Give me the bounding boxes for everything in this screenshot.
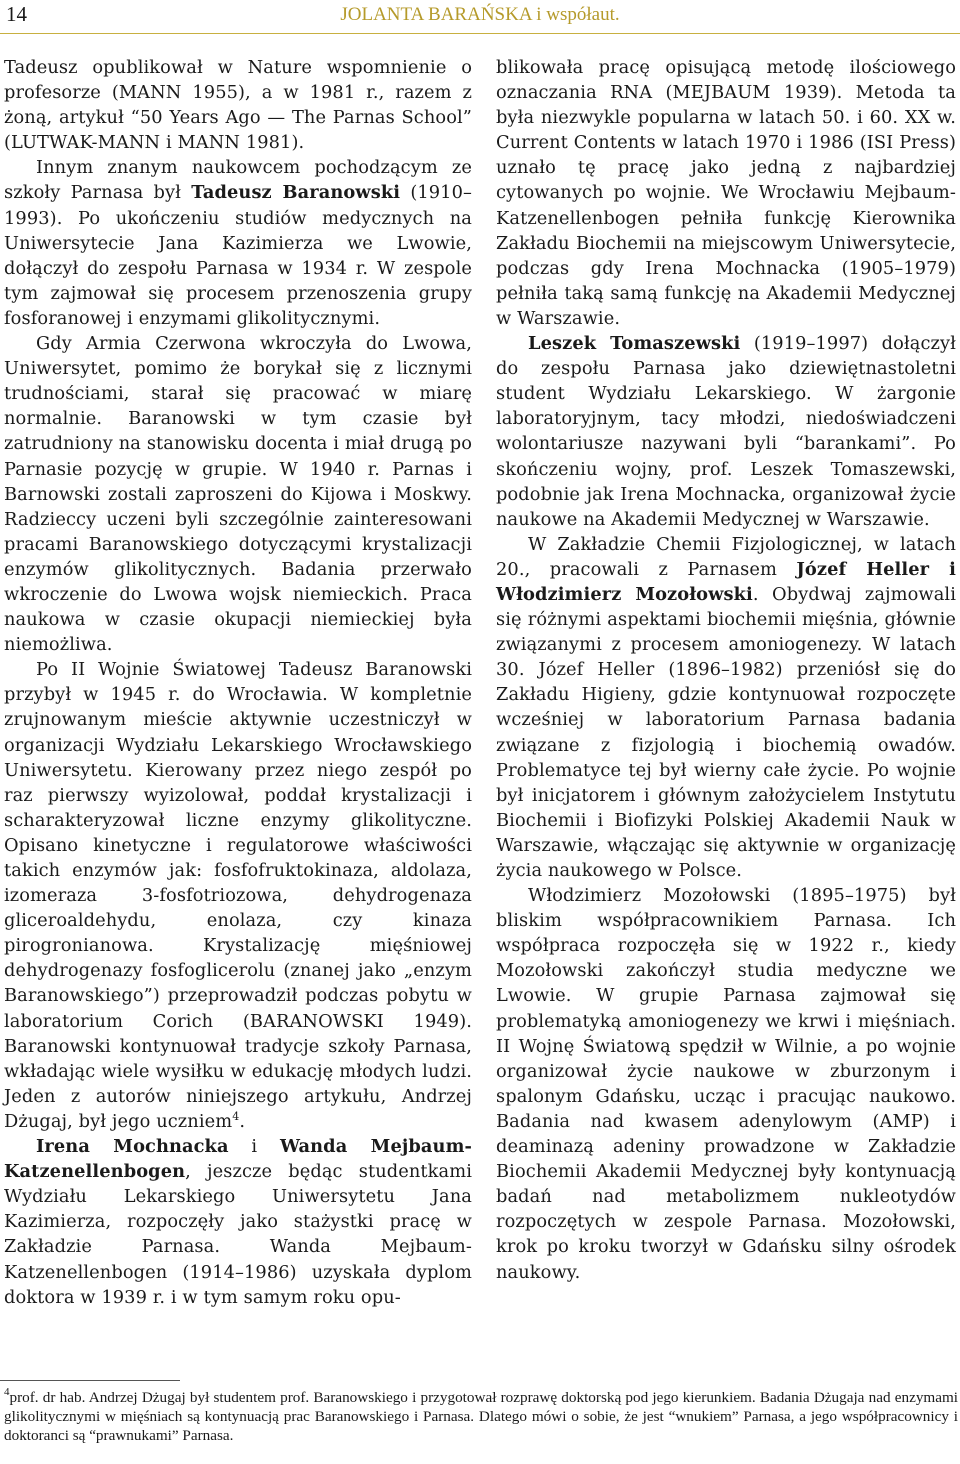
- paragraph-text: (1919–1997) dołączył do zespołu Parnasa jako dziewiętnastoletni student Wydziału Lekarskiego. W żargonie laboratoryjnym, tacy młodzi, niedoświadczeni wolontariusze nazywani byli “barankami”. Po skończeniu wojny, prof. Leszek Tomaszewski, podobnie jak Irena Mochnacka, organizował życie naukowe na Akademii Medycznej w Warszawie.: [496, 333, 956, 530]
- person-name: Irena Mochnacka: [36, 1136, 229, 1158]
- paragraph: Tadeusz opublikował w Nature wspomnienie o profesorze (MANN 1955), a w 1981 r., razem z żoną, artykuł “50 Years Ago — The Parnas School” (LUTWAK-MANN i MANN 1981).: [4, 57, 472, 154]
- paragraph-text: Innym znanym naukowcem pochodzącym ze szkoły Parnasa był: [4, 157, 472, 204]
- paragraph: [496, 331, 956, 532]
- running-head: JOLANTA BARAŃSKA i współaut.: [340, 4, 620, 25]
- person-name: Józef Heller i Włodzimierz Mozołowski: [496, 558, 956, 605]
- paragraph: Gdy Armia Czerwona wkroczyła do Lwowa, Uniwersytet, pomimo że borykał się z licznymi trudnościami, starał się pracować w miarę normalnie. Baranowski w tym czasie był zatrudniony na stanowisku docenta i miał drugą po Parnasie pozycję w grupie. W 1940 r. Parnas i Barnowski zostali zaproszeni do Kijowa i Moskwy. Radzieccy uczeni byli szczególnie zainteresowani pracami Baranowskiego dotyczącymi krystalizacji enzymów glikolitycznych. Badania przerwało wkroczenie do Lwowa wojsk niemieckich. Praca naukowa w czasie okupacji niemieckiej była niemożliwa.: [4, 333, 472, 656]
- paragraph: Włodzimierz Mozołowski (1895–1975) był bliskim współpracownikiem Parnasa. Ich współpraca rozpoczęła się w 1922 r., kiedy Mozołowski zakończył studia medyczne we Lwowie. W grupie Parnasa zajmował się problematyką amoniogenezy we krwi i mięśniach. II Wojnę Światową spędził w Wilnie, a po wojnie organizował życie naukowe w zburzonym i spalonym Gdańsku, ucząc i pracując naukowo. Badania nad kwasem adenylowym (AMP) i deaminazą adeniny prowadzone w Zakładzie Biochemii Akademii Medycznej były kontynuacją badań nad metabolizmem nukleotydów rozpoczętych w zespole Parnasa. Mozołowski, krok po kroku tworzył w Gdańsku silny ośrodek naukowy.: [496, 885, 956, 1283]
- footnote-text: prof. dr hab. Andrzej Dżugaj był studentem prof. Baranowskiego i przygotował rozprawę doktorską pod jego kierunkiem. Badania Dżugaja nad enzymami glikolitycznymi w mięśniach są kontynuacją prac Baranowskiego i Parnasa. Dlatego mówi o sobie, że jest “wnukiem” Parnasa, a jego współpracownicy i doktoranci są “prawnukami” Parnasa.: [4, 1389, 958, 1444]
- paragraph-text: Po II Wojnie Światowej Tadeusz Baranowski przybył w 1945 r. do Wrocławia. W kompletnie zrujnowanym mieście aktywnie uczestniczył w organizacji Wydziału Lekarskiego Wrocławskiego Uniwersytetu. Kierowany przez niego zespół po raz pierwszy wyizolował, poddał krystalizacji i scharakteryzował liczne enzymy glikolityczne. Opisano kinetyczne i regulatorowe właściwości takich enzymów jak: fosfofruktokinaza, aldolaza, izomeraza 3-fosfotriozowa, dehydrogenaza gliceroaldehydu, enolaza, czy kinaza pirogronianowa. Krystalizację mięśniowej dehydrogenazy fosfoglicerolu (znanej jako „enzym Baranowskiego”) przeprowadził podczas pobytu w laboratorium Corich (BARANOWSKI 1949). Baranowski kontynuował tradycje szkoły Parnasa, wkładając wiele wysiłku w edukację młodych ludzi. Jeden z autorów niniejszego artykułu, Andrzej Dżugaj, był jego uczniem: [4, 659, 472, 1132]
- paragraph-text: .: [239, 1110, 246, 1132]
- paragraph-text: , jeszcze będąc studentkami Wydziału Lekarskiego Uniwersytetu Jana Kazimierza, rozpoczęły jako stażystki pracę w Zakładzie Parnasa. Wanda Mejbaum-Katzenellenbogen (1914–1986) uzyskała dyplom doktora w 1939 r. i w tym samym roku opu-: [4, 1161, 472, 1308]
- paragraph: [4, 657, 472, 1134]
- paragraph-text: W Zakładzie Chemii Fizjologicznej, w latach 20., pracowali z Parnasem: [496, 533, 956, 580]
- paragraph: [4, 155, 472, 331]
- paragraph-text: (1910–1993). Po ukończeniu studiów medycznych na Uniwersytecie Jana Kazimierza we Lwowie, dołączył do zespołu Parnasa w 1934 r. W zespole tym zajmował się procesem przenoszenia grupy fosforanowej i enzymami glikolitycznymi.: [4, 182, 472, 329]
- paragraph-text: . Obydwaj zajmowali się różnymi aspektami biochemii mięśnia, głównie związanymi z procesem amoniogenezy. W latach 30. Józef Heller (1896–1982) przeniósł się do Zakładu Higieny, gdzie kontynuował rozpoczęte wcześniej w laboratorium Parnasa badania związane z fizjologią i biochemią owadów. Problematyce tej był wierny całe życie. Po wojnie był inicjatorem i głównym założycielem Instytutu Biochemii i Biofizyki Polskiej Akademii Nauk w Warszawie, włączając się aktywnie w organizację życia naukowego w Polsce.: [496, 583, 956, 881]
- page-header: [0, 0, 960, 36]
- footnote: [4, 1388, 958, 1445]
- right-column: [496, 55, 956, 1285]
- header-rule: [0, 33, 960, 34]
- person-name: Leszek Tomaszewski: [528, 333, 741, 355]
- paragraph: blikowała pracę opisującą metodę ilościowego oznaczania RNA (MEJBAUM 1939). Metoda ta była niezwykle popularna w latach 50. i 60. XX w. Current Contents w latach 1970 i 1986 (ISI Press) uznało tę pracę jako jedną z najbardziej cytowanych po wojnie. We Wrocławiu Mejbaum-Katzenellenbogen pełniła funkcję Kierownika Zakładu Biochemii na miejscowym Uniwersytecie, podczas gdy Irena Mochnacka (1905–1979) pełniła taką samą funkcję na Akademii Medycznej w Warszawie.: [496, 57, 956, 329]
- paragraph: [496, 532, 956, 883]
- paragraph: [4, 1134, 472, 1310]
- left-column: [4, 55, 472, 1310]
- footnote-marker: 4: [4, 1386, 10, 1398]
- page-number: 14: [6, 2, 27, 26]
- person-name: Wanda Mejbaum-Katzenellenbogen: [4, 1136, 472, 1183]
- person-name: Tadeusz Baranowski: [191, 182, 401, 204]
- footnote-ref[interactable]: 4: [232, 1109, 240, 1123]
- footnote-rule: [0, 1380, 180, 1381]
- paragraph-text: i: [251, 1136, 258, 1158]
